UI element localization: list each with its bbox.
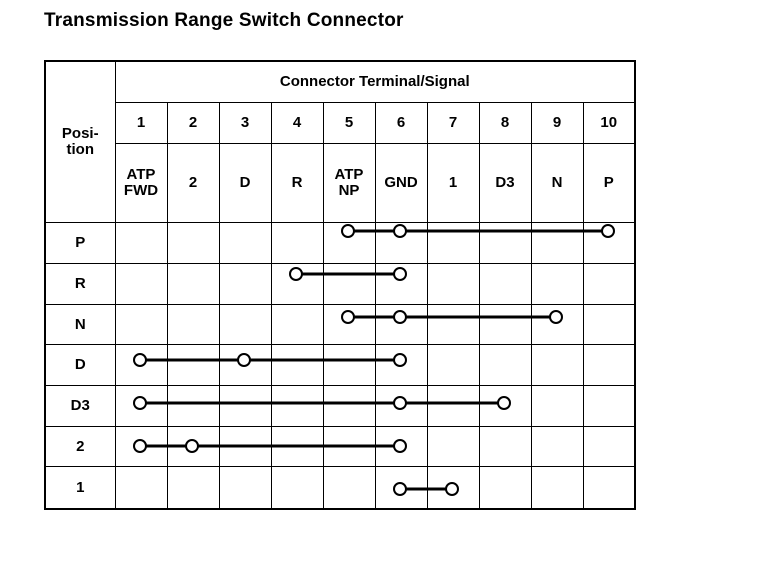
position-header-line2: tion (66, 141, 94, 159)
table-row (45, 61, 635, 103)
signal-line1: P (603, 174, 614, 192)
row-label-1: 1 (45, 467, 115, 509)
table-row (45, 144, 635, 223)
signal-line1: R (291, 174, 303, 192)
cell-d3-8 (479, 386, 531, 427)
cell-p-3 (219, 223, 271, 264)
signal-terminal-6 (375, 144, 427, 223)
row-label-d: D (45, 345, 115, 386)
signal-line2: NP (338, 182, 360, 200)
row-label-2: 2 (45, 426, 115, 467)
signal-terminal-7 (427, 144, 479, 223)
cell-p-4 (271, 223, 323, 264)
terminal-number-9: 9 (531, 103, 583, 144)
table-row (45, 386, 635, 427)
cell-d-8 (479, 345, 531, 386)
row-label-d3: D3 (45, 386, 115, 427)
cell-r-1 (115, 263, 167, 304)
cell-n-9 (531, 304, 583, 345)
signal-line1: ATP (126, 166, 156, 184)
cell-p-5 (323, 223, 375, 264)
cell-n-7 (427, 304, 479, 345)
signal-line1: 1 (448, 174, 458, 192)
cell-2-3 (219, 426, 271, 467)
cell-d-10 (583, 345, 635, 386)
cell-d3-4 (271, 386, 323, 427)
terminal-number-4: 4 (271, 103, 323, 144)
table-row (45, 223, 635, 264)
position-header-line1: Posi- (61, 125, 99, 143)
signal-terminal-8 (479, 144, 531, 223)
cell-p-1 (115, 223, 167, 264)
table-row (45, 467, 635, 509)
cell-d3-6 (375, 386, 427, 427)
cell-1-10 (583, 467, 635, 509)
cell-1-5 (323, 467, 375, 509)
transmission-range-switch-table (44, 60, 634, 510)
cell-p-6 (375, 223, 427, 264)
signal-terminal-5 (323, 144, 375, 223)
cell-2-6 (375, 426, 427, 467)
continuity-table (44, 60, 636, 510)
signal-terminal-3 (219, 144, 271, 223)
row-label-p: P (45, 223, 115, 264)
cell-n-8 (479, 304, 531, 345)
cell-2-2 (167, 426, 219, 467)
cell-r-7 (427, 263, 479, 304)
terminal-number-6: 6 (375, 103, 427, 144)
signal-terminal-10 (583, 144, 635, 223)
cell-d-3 (219, 345, 271, 386)
cell-r-6 (375, 263, 427, 304)
terminal-number-10: 10 (583, 103, 635, 144)
table-row (45, 345, 635, 386)
cell-2-8 (479, 426, 531, 467)
cell-d-2 (167, 345, 219, 386)
signal-terminal-2 (167, 144, 219, 223)
cell-2-7 (427, 426, 479, 467)
cell-d3-9 (531, 386, 583, 427)
cell-n-2 (167, 304, 219, 345)
cell-2-9 (531, 426, 583, 467)
cell-1-6 (375, 467, 427, 509)
cell-d-6 (375, 345, 427, 386)
cell-n-3 (219, 304, 271, 345)
cell-2-10 (583, 426, 635, 467)
cell-d3-5 (323, 386, 375, 427)
terminal-number-5: 5 (323, 103, 375, 144)
table-row (45, 426, 635, 467)
terminal-number-7: 7 (427, 103, 479, 144)
cell-r-3 (219, 263, 271, 304)
signal-line1: 2 (188, 174, 198, 192)
cell-d3-3 (219, 386, 271, 427)
cell-n-5 (323, 304, 375, 345)
cell-2-5 (323, 426, 375, 467)
header-connector-terminal-signal: Connector Terminal/Signal (115, 61, 635, 103)
signal-line1: D (239, 174, 251, 192)
signal-terminal-1 (115, 144, 167, 223)
cell-2-4 (271, 426, 323, 467)
signal-line1: GND (384, 174, 418, 192)
cell-d3-10 (583, 386, 635, 427)
cell-d-5 (323, 345, 375, 386)
signal-line1: N (551, 174, 563, 192)
table-row (45, 103, 635, 144)
cell-r-4 (271, 263, 323, 304)
signal-line2: FWD (123, 182, 159, 200)
cell-p-8 (479, 223, 531, 264)
cell-d-7 (427, 345, 479, 386)
position-header-cell (45, 61, 115, 223)
cell-d3-7 (427, 386, 479, 427)
signal-line1: ATP (334, 166, 364, 184)
cell-d-9 (531, 345, 583, 386)
page-title: Transmission Range Switch Connector (44, 10, 404, 31)
cell-p-9 (531, 223, 583, 264)
cell-r-5 (323, 263, 375, 304)
table-row (45, 304, 635, 345)
terminal-number-2: 2 (167, 103, 219, 144)
cell-d3-1 (115, 386, 167, 427)
terminal-number-1: 1 (115, 103, 167, 144)
cell-r-9 (531, 263, 583, 304)
row-label-n: N (45, 304, 115, 345)
cell-n-6 (375, 304, 427, 345)
cell-r-10 (583, 263, 635, 304)
cell-1-1 (115, 467, 167, 509)
terminal-number-8: 8 (479, 103, 531, 144)
cell-d3-2 (167, 386, 219, 427)
cell-2-1 (115, 426, 167, 467)
cell-r-2 (167, 263, 219, 304)
signal-terminal-4 (271, 144, 323, 223)
signal-line1: D3 (495, 174, 515, 192)
cell-1-4 (271, 467, 323, 509)
cell-1-7 (427, 467, 479, 509)
cell-p-2 (167, 223, 219, 264)
table-row (45, 263, 635, 304)
cell-p-7 (427, 223, 479, 264)
cell-1-2 (167, 467, 219, 509)
cell-n-1 (115, 304, 167, 345)
cell-r-8 (479, 263, 531, 304)
signal-terminal-9 (531, 144, 583, 223)
cell-p-10 (583, 223, 635, 264)
cell-1-9 (531, 467, 583, 509)
terminal-number-3: 3 (219, 103, 271, 144)
row-label-r: R (45, 263, 115, 304)
cell-1-3 (219, 467, 271, 509)
cell-n-10 (583, 304, 635, 345)
cell-d-4 (271, 345, 323, 386)
cell-1-8 (479, 467, 531, 509)
cell-n-4 (271, 304, 323, 345)
cell-d-1 (115, 345, 167, 386)
